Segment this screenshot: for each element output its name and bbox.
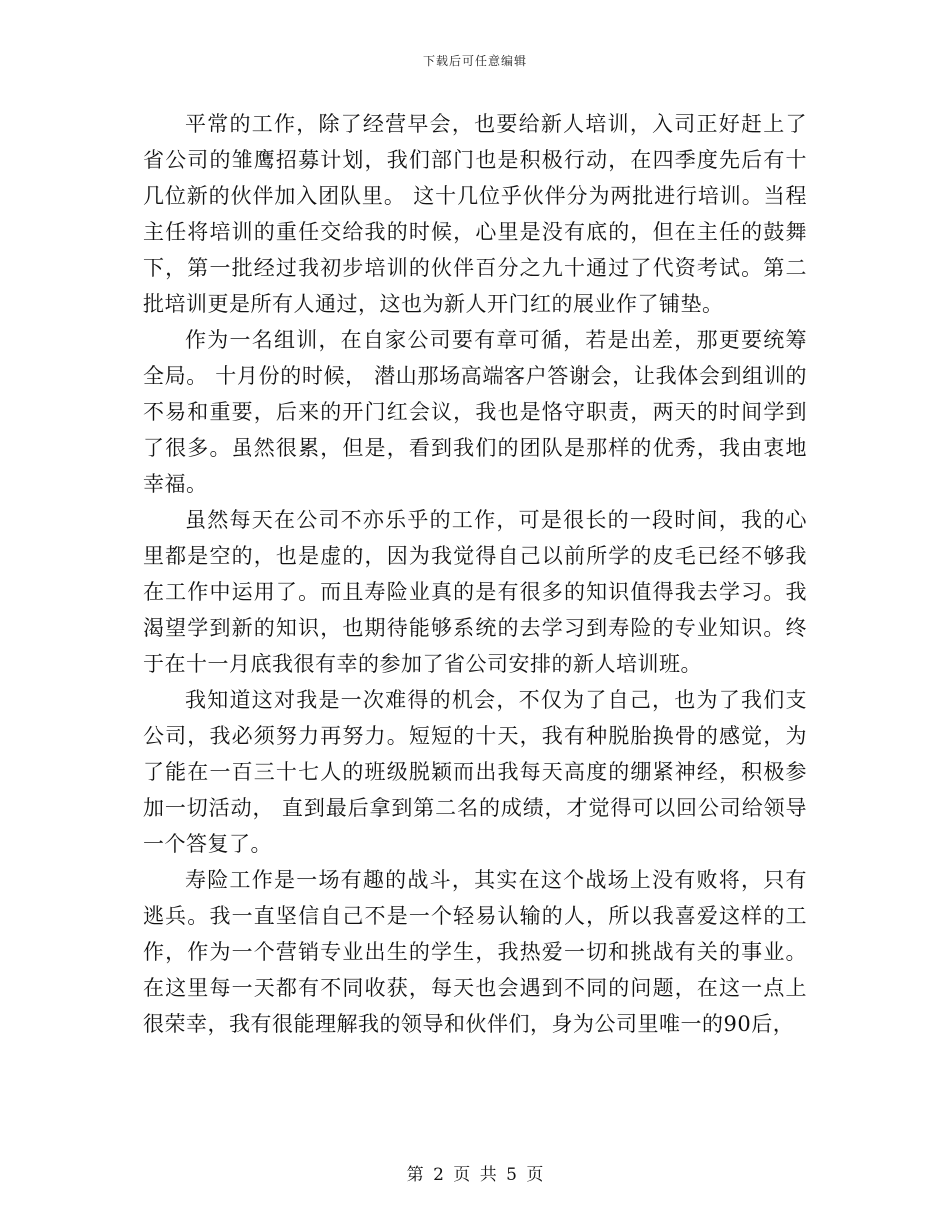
paragraph: 虽然每天在公司不亦乐乎的工作，可是很长的一段时间，我的心里都是空的，也是虚的，因为我觉得自己以前所学的皮毛已经不够我在工作中运用了。而且寿险业真的是有很多的知识值得我去学习。我渴望学到新的知识，也期待能够系统的去学习到寿险的专业知识。终于在十一月底我很有幸的参加了省公司安排的新人培训班。 bbox=[143, 508, 807, 676]
paragraph: 作为一名组训，在自家公司要有章可循，若是出差，那更要统筹全局。 十月份的时候， 潜山那场高端客户答谢会，让我体会到组训的不易和重要，后来的开门红会议，我也是恪守职责，两天的时间学到了很多。虽然很累，但是，看到我们的团队是那样的优秀，我由衷地幸福。 bbox=[143, 328, 807, 496]
document-body bbox=[143, 106, 807, 1042]
paragraph: 我知道这对我是一次难得的机会，不仅为了自己，也为了我们支公司，我必须努力再努力。短短的十天，我有种脱胎换骨的感觉，为了能在一百三十七人的班级脱颖而出我每天高度的绷紧神经，积极参加一切活动， 直到最后拿到第二名的成绩，才觉得可以回公司给领导一个答复了。 bbox=[143, 688, 807, 856]
paragraph: 寿险工作是一场有趣的战斗，其实在这个战场上没有败将，只有逃兵。我一直坚信自己不是一个轻易认输的人，所以我喜爱这样的工作，作为一个营销专业出生的学生，我热爱一切和挑战有关的事业。在这里每一天都有不同收获，每天也会遇到不同的问题，在这一点上很荣幸，我有很能理解我的领导和伙伴们，身为公司里唯一的90后， bbox=[143, 868, 807, 1036]
page-header: 下载后可任意编辑 bbox=[422, 54, 527, 68]
page-footer: 第 2 页 共 5 页 bbox=[406, 1165, 544, 1185]
paragraph: 平常的工作，除了经营早会，也要给新人培训，入司正好赶上了省公司的雏鹰招募计划，我们部门也是积极行动，在四季度先后有十几位新的伙伴加入团队里。 这十几位乎伙伴分为两批进行培训。当程主任将培训的重任交给我的时候，心里是没有底的，但在主任的鼓舞下，第一批经过我初步培训的伙伴百分之九十通过了代资考试。第二批培训更是所有人通过，这也为新人开门红的展业作了铺垫。 bbox=[143, 112, 807, 316]
